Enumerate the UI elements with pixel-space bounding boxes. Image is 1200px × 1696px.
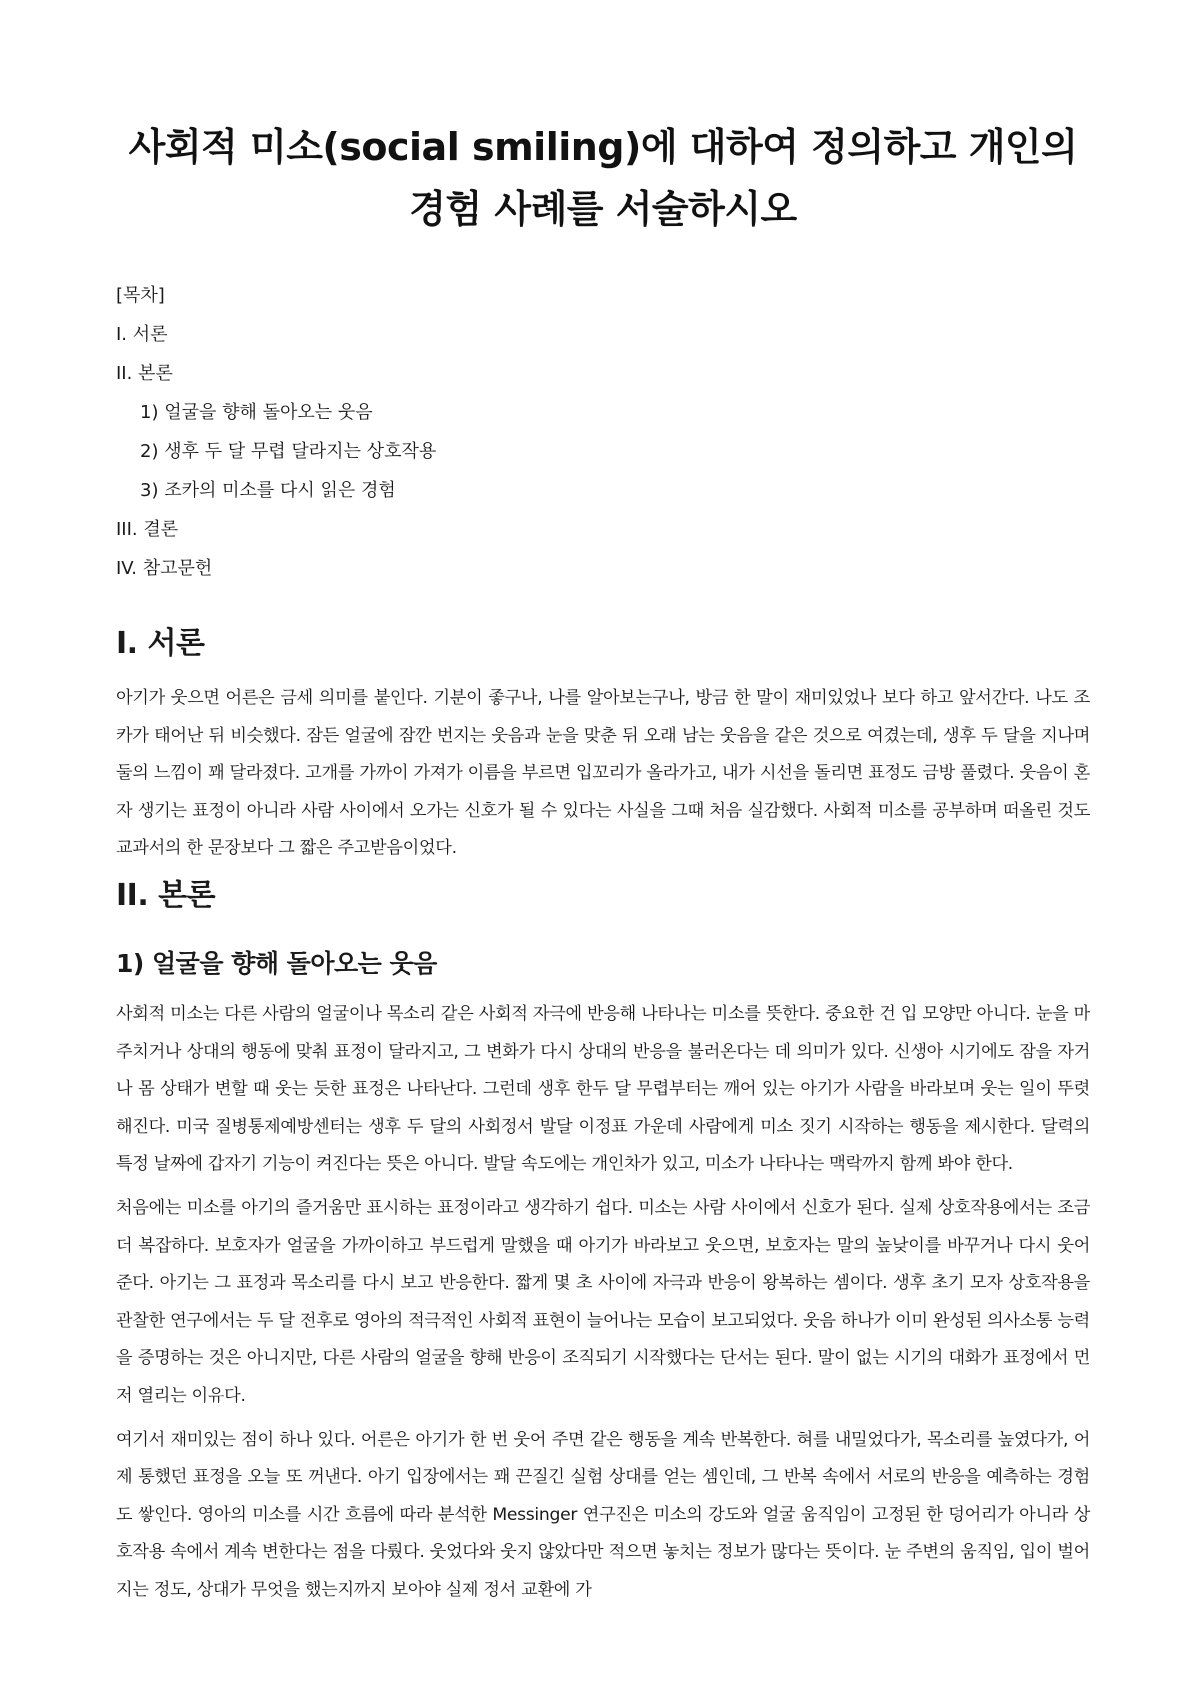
subsection-heading-1: 1) 얼굴을 향해 돌아오는 웃음: [116, 948, 437, 978]
toc-item-body-2: 2) 생후 두 달 무렵 달라지는 상호작용: [140, 441, 437, 462]
toc-item-body-1: 1) 얼굴을 향해 돌아오는 웃음: [140, 402, 373, 423]
toc-item-body: II. 본론: [116, 363, 173, 384]
document-title: 사회적 미소(social smiling)에 대하여 정의하고 개인의 경험 사례를 서술하시오: [128, 125, 1078, 231]
body-paragraph-1: 사회적 미소는 다른 사람의 얼굴이나 목소리 같은 사회적 자극에 반응해 나타나는 미소를 뜻한다. 중요한 건 입 모양만 아니다. 눈을 마주치거나 상대의 행동에 맞춰 표정이 달라지고, 그 변화가 다시 상대의 반응을 불러온다는 데 의미가 있다. 신생아 시기에도 잠을 자거나 몸 상태가 변할 때 웃는 듯한 표정은 나타난다. 그런데 생후 한두 달 무렵부터는 깨어 있는 아기가 사람을 바라보며 웃는 일이 뚜렷해진다. 미국 질병통제예방센터는 생후 두 달의 사회정서 발달 이정표 가운데 사람에게 미소 짓기 시작하는 행동을 제시한다. 달력의 특정 날짜에 갑자기 기능이 켜진다는 뜻은 아니다. 발달 속도에는 개인차가 있고, 미소가 나타나는 맥락까지 함께 봐야 한다.: [116, 1003, 1090, 1175]
toc-item-body-3: 3) 조카의 미소를 다시 읽은 경험: [140, 480, 396, 501]
toc-item-references: IV. 참고문헌: [116, 558, 213, 579]
toc-item-intro: I. 서론: [116, 324, 168, 345]
intro-paragraph: 아기가 웃으면 어른은 금세 의미를 붙인다. 기분이 좋구나, 나를 알아보는구나, 방금 한 말이 재미있었나 보다 하고 앞서간다. 나도 조카가 태어난 뒤 비슷했다. 잠든 얼굴에 잠깐 번지는 웃음과 눈을 맞춘 뒤 오래 남는 웃음을 같은 것으로 여겼는데, 생후 두 달을 지나며 둘의 느낌이 꽤 달라졌다. 고개를 가까이 가져가 이름을 부르면 입꼬리가 올라가고, 내가 시선을 돌리면 표정도 금방 풀렸다. 웃음이 혼자 생기는 표정이 아니라 사람 사이에서 오가는 신호가 될 수 있다는 사실을 그때 처음 실감했다. 사회적 미소를 공부하며 떠올린 것도 교과서의 한 문장보다 그 짧은 주고받음이었다.: [116, 688, 1090, 859]
section-heading-body: II. 본론: [116, 877, 216, 913]
toc-heading: [목차]: [116, 285, 165, 306]
section-heading-intro: I. 서론: [116, 626, 205, 661]
toc-item-conclusion: III. 결론: [116, 519, 179, 540]
table-of-contents: [116, 276, 1090, 588]
body-paragraph-2: 처음에는 미소를 아기의 즐거움만 표시하는 표정이라고 생각하기 쉽다. 미소는 사람 사이에서 신호가 된다. 실제 상호작용에서는 조금 더 복잡하다. 보호자가 얼굴을 가까이하고 부드럽게 말했을 때 아기가 바라보고 웃으면, 보호자는 말의 높낮이를 바꾸거나 다시 웃어 준다. 아기는 그 표정과 목소리를 다시 보고 반응한다. 짧게 몇 초 사이에 자극과 반응이 왕복하는 셈이다. 생후 초기 모자 상호작용을 관찰한 연구에서는 두 달 전후로 영아의 적극적인 사회적 표현이 늘어나는 모습이 보고되었다. 웃음 하나가 이미 완성된 의사소통 능력을 증명하는 것은 아니지만, 다른 사람의 얼굴을 향해 반응이 조직되기 시작했다는 단서는 된다. 말이 없는 시기의 대화가 표정에서 먼저 열리는 이유다.: [116, 1197, 1090, 1406]
body-paragraph-3: 여기서 재미있는 점이 하나 있다. 어른은 아기가 한 번 웃어 주면 같은 행동을 계속 반복한다. 혀를 내밀었다가, 목소리를 높였다가, 어제 통했던 표정을 오늘 또 꺼낸다. 아기 입장에서는 꽤 끈질긴 실험 상대를 얻는 셈인데, 그 반복 속에서 서로의 반응을 예측하는 경험도 쌓인다. 영아의 미소를 시간 흐름에 따라 분석한 Messinger 연구진은 미소의 강도와 얼굴 움직임이 고정된 한 덩어리가 아니라 상호작용 속에서 계속 변한다는 점을 다뤘다. 웃었다와 웃지 않았다만 적으면 놓치는 정보가 많다는 뜻이다. 눈 주변의 움직임, 입이 벌어지는 정도, 상대가 무엇을 했는지까지 보아야 실제 정서 교환에 가: [116, 1429, 1090, 1600]
